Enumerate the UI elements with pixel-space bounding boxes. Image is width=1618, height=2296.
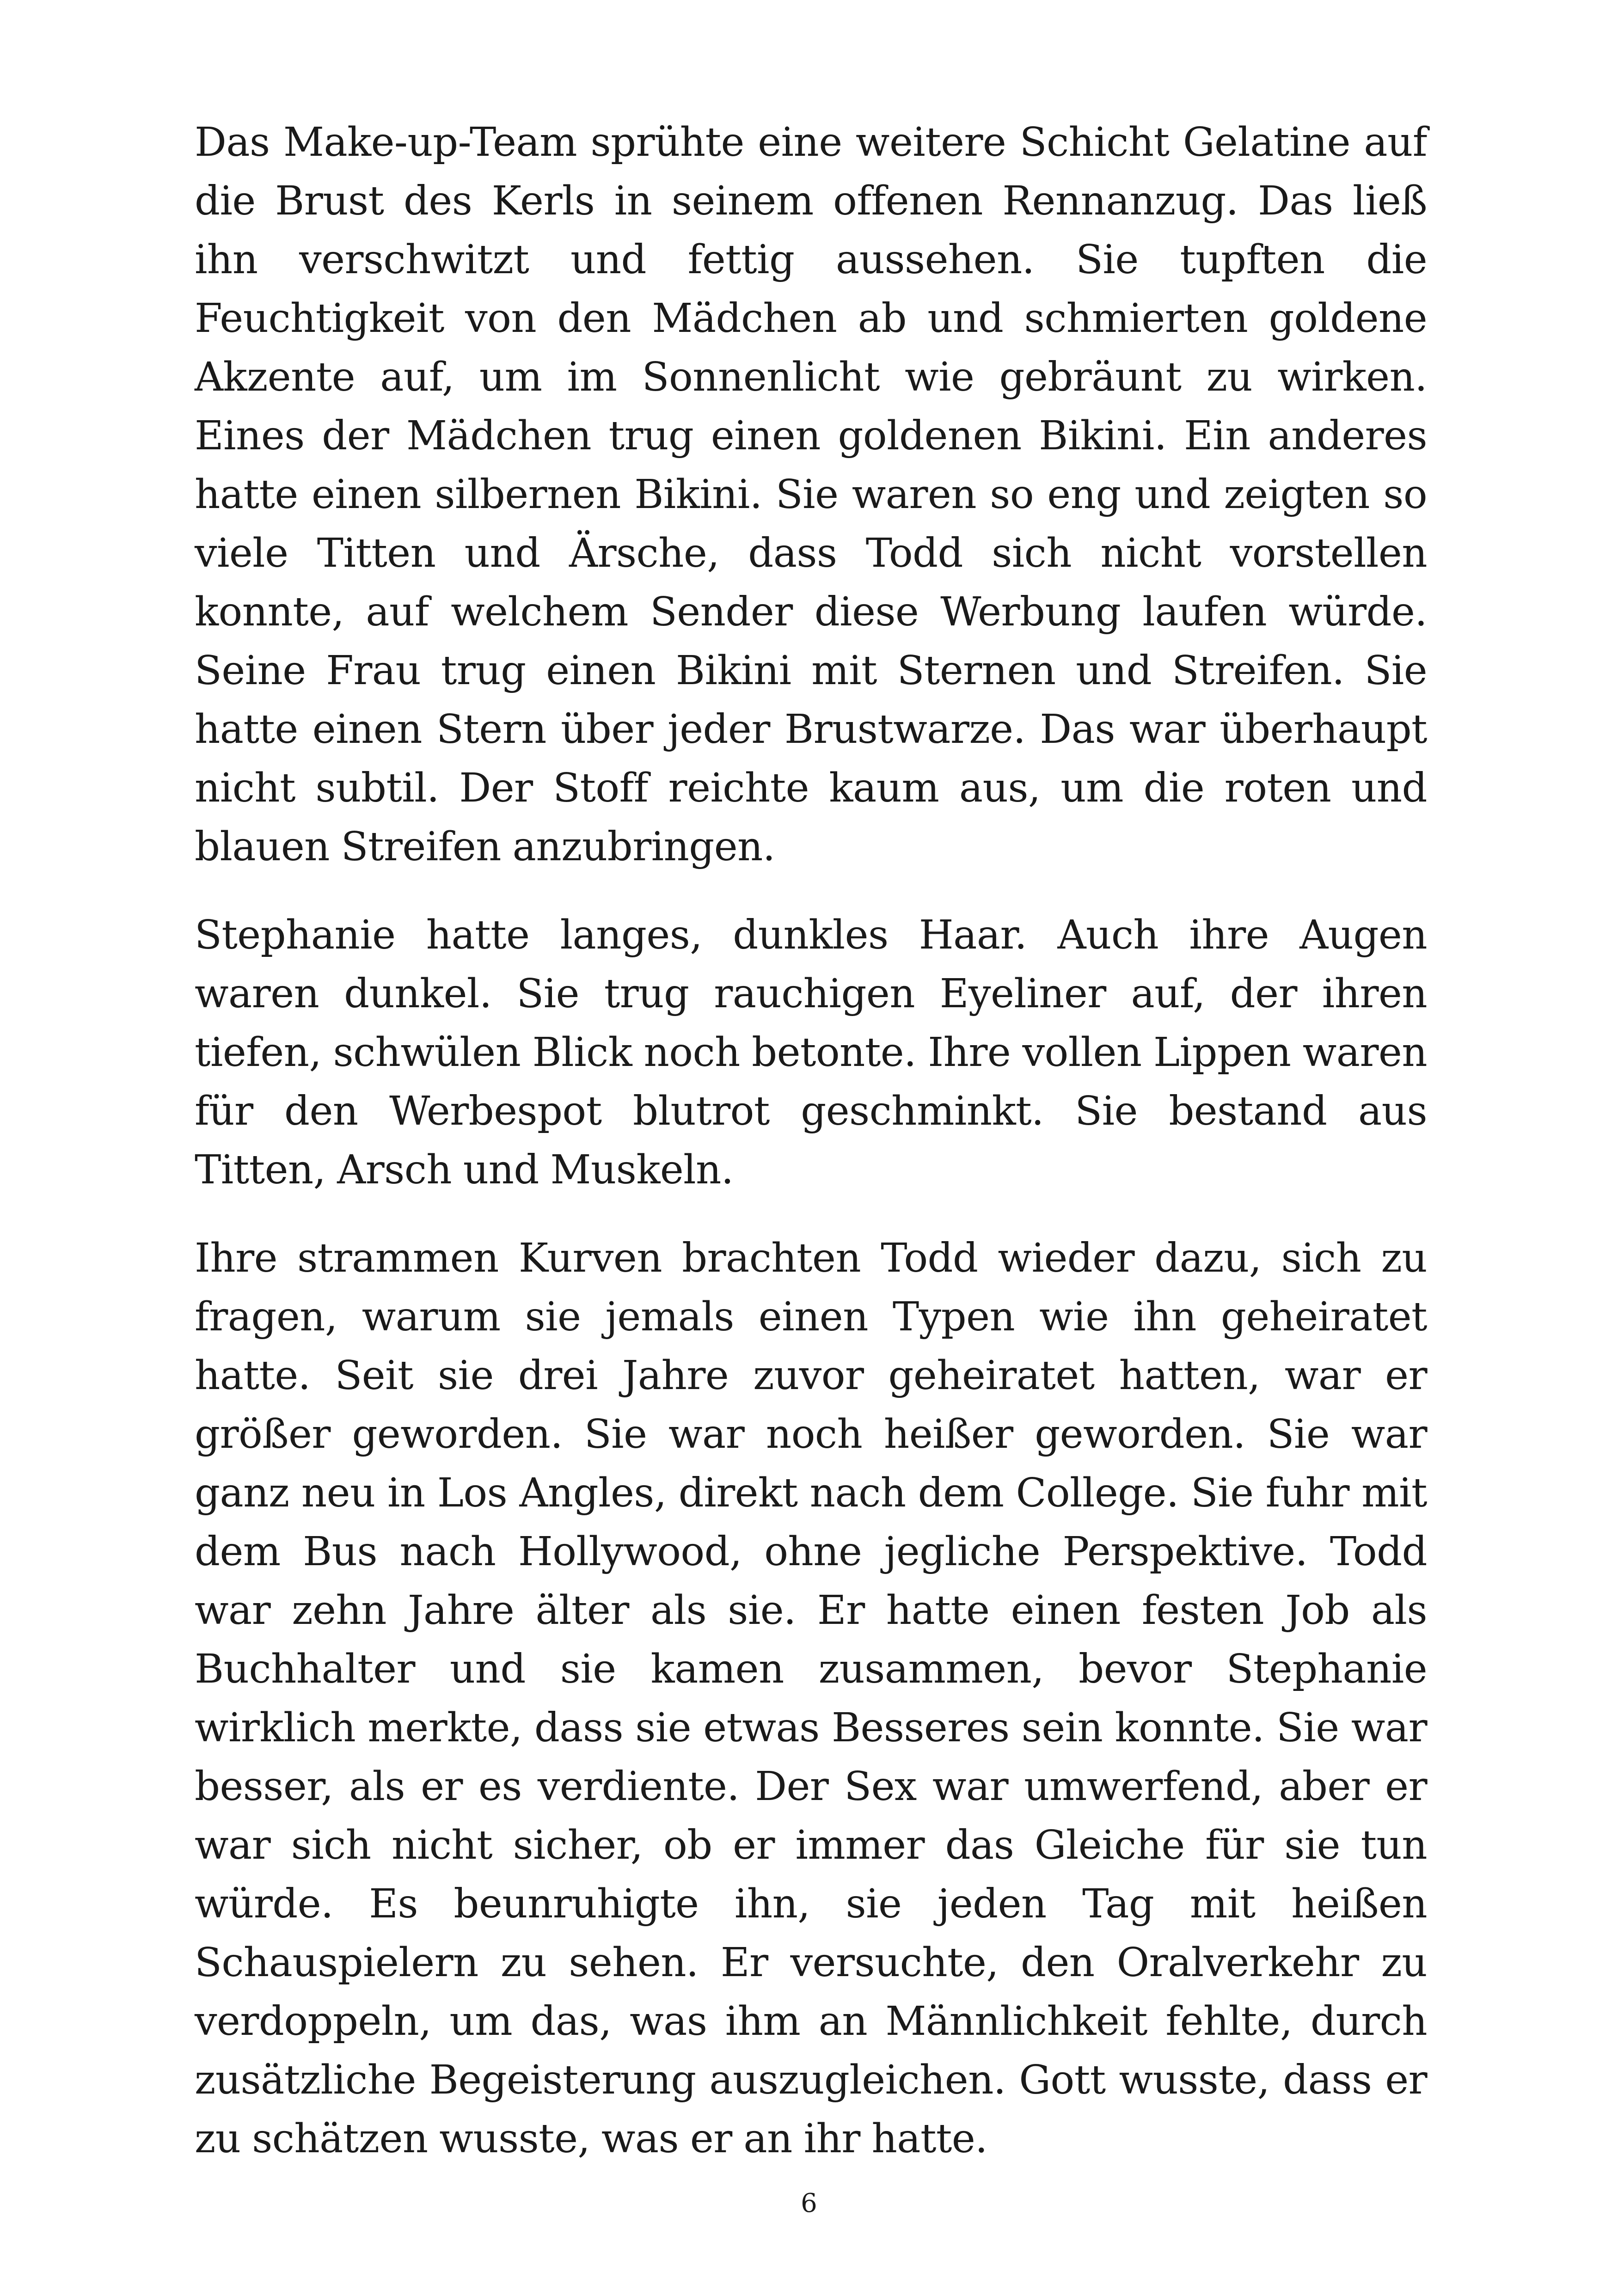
paragraph-2: Stephanie hatte langes, dunkles Haar. Auch ihre Augen waren dunkel. Sie trug rauchigen Eyeliner auf, der ihren tiefen, schwülen Blick noch betonte. Ihre vollen Lippen waren für den Werbespot blutrot geschminkt. Sie bestand aus Titten, Arsch und Muskeln. bbox=[195, 912, 1427, 1193]
paragraph-3: Ihre strammen Kurven brachten Todd wieder dazu, sich zu fragen, warum sie jemals einen Typen wie ihn geheiratet hatte. Seit sie drei Jahre zuvor geheiratet hatten, war er größer geworden. Sie war noch heißer geworden. Sie war ganz neu in Los Angles, direkt nach dem College. Sie fuhr mit dem Bus nach Hollywood, ohne jegliche Perspektive. Todd war zehn Jahre älter als sie. Er hatte einen festen Job als Buchhalter und sie kamen zusammen, bevor Stephanie wirklich merkte, dass sie etwas Besseres sein konnte. Sie war besser, als er es verdiente. Der Sex war umwerfend, aber er war sich nicht sicher, ob er immer das Gleiche für sie tun würde. Es beunruhigte ihn, sie jeden Tag mit heißen Schauspielern zu sehen. Er versuchte, den Oralverkehr zu verdoppeln, um das, was ihm an Männlichkeit fehlte, durch zusätzliche Begeisterung auszugleichen. Gott wusste, dass er zu schätzen wusste, was er an ihr hatte. bbox=[195, 1235, 1427, 2162]
page-number: 6 bbox=[801, 2188, 817, 2218]
body-text bbox=[195, 113, 1427, 2198]
paragraph-1: Das Make-up-Team sprühte eine weitere Schicht Gelatine auf die Brust des Kerls in seinem offenen Rennanzug. Das ließ ihn verschwitzt und fettig aussehen. Sie tupften die Feuchtigkeit von den Mädchen ab und schmierten goldene Akzente auf, um im Sonnenlicht wie gebräunt zu wirken. Eines der Mädchen trug einen goldenen Bikini. Ein anderes hatte einen silbernen Bikini. Sie waren so eng und zeigten so viele Titten und Ärsche, dass Todd sich nicht vorstellen konnte, auf welchem Sender diese Werbung laufen würde. Seine Frau trug einen Bikini mit Sternen und Streifen. Sie hatte einen Stern über jeder Brustwarze. Das war überhaupt nicht subtil. Der Stoff reichte kaum aus, um die roten und blauen Streifen anzubringen. bbox=[195, 119, 1427, 870]
